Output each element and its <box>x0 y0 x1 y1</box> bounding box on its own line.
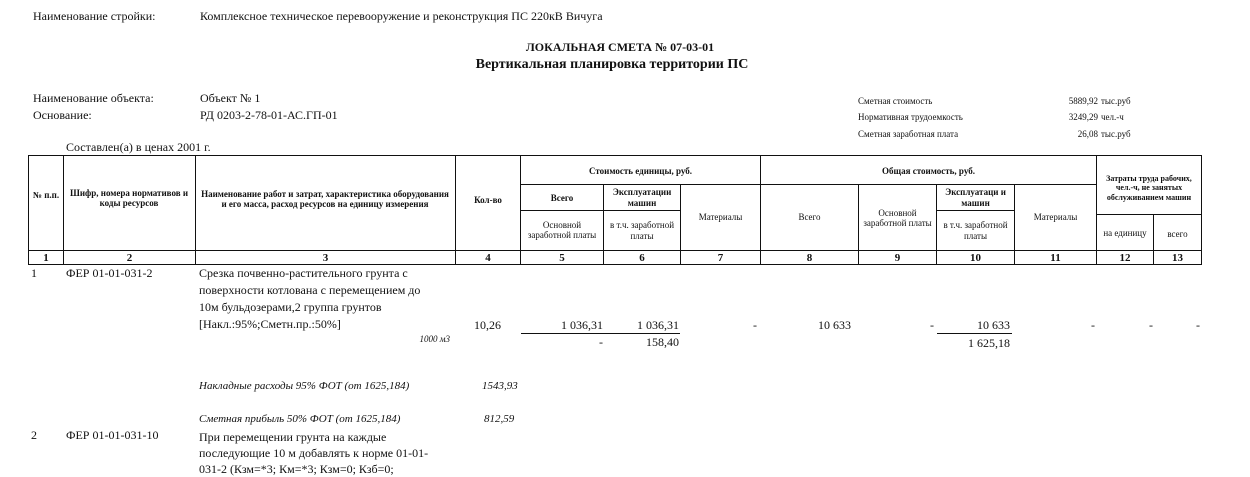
row-unit-ekspl: 1 036,31 <box>637 318 679 332</box>
row-qty: 10,26 <box>474 318 501 332</box>
col-header-unit-cost: Стоимость единицы, руб. <box>588 165 693 176</box>
document-title: ЛОКАЛЬНАЯ СМЕТА № 07-03-01 <box>525 40 715 54</box>
col-number: 5 <box>559 251 565 264</box>
row-unit-materials: - <box>753 318 757 332</box>
overhead-value: 1543,93 <box>482 380 518 392</box>
summary-label: Сметная стоимость <box>858 96 933 106</box>
col-header-na-edinicu: на единицу <box>1103 227 1147 238</box>
row-labor-unit: - <box>1091 318 1095 332</box>
col-number: 11 <box>1050 251 1061 264</box>
col-number: 8 <box>806 251 813 264</box>
row-labor-total: - <box>1149 318 1153 332</box>
object-label: Наименование объекта: <box>33 91 154 105</box>
summary-unit: тыс.руб <box>1101 96 1131 106</box>
col-header-description: Наименование работ и затрат, характеристика оборудования и его масса, расход ресурсов на единицу измерения <box>201 188 449 209</box>
row-number: 1 <box>31 266 37 280</box>
row-description-line: [Накл.:95%;Сметн.пр.:50%] <box>199 317 341 331</box>
col-header-num: № п.п. <box>32 189 60 200</box>
row-total-ekspl: 10 633 <box>977 318 1010 332</box>
col-header-total-ekspl: Эксплуатаци и машин <box>945 187 1006 208</box>
profit-value: 812,59 <box>484 413 515 425</box>
stroika-value: Комплексное техническое перевооружение и реконструкция ПС 220кВ Вичуга <box>200 9 603 23</box>
row-total-osn-zp: - <box>930 318 934 332</box>
col-header-code: Шифр, номера нормативов и коды ресурсов <box>69 187 189 208</box>
col-header-total-cost: Общая стоимость, руб. <box>882 165 975 176</box>
col-header-labor-vsego: всего <box>1167 228 1188 239</box>
col-number: 10 <box>970 251 981 264</box>
col-number: 13 <box>1172 251 1183 264</box>
row-labor-extra: - <box>1196 318 1200 332</box>
col-header-qty: Кол-во <box>474 194 502 205</box>
stroika-label: Наименование стройки: <box>33 9 156 23</box>
summary-label: Сметная заработная плата <box>858 129 959 139</box>
row-number: 2 <box>31 428 37 442</box>
row-code: ФЕР 01-01-031-2 <box>66 266 153 280</box>
col-header-labor: Затраты труда рабочих, чел.-ч, не занятых обслуживанием машин <box>1106 174 1192 202</box>
row-unit: 1000 м3 <box>419 334 450 344</box>
col-number: 3 <box>322 251 329 264</box>
col-number: 9 <box>894 251 901 264</box>
row-unit-vsego: 1 036,31 <box>561 318 603 332</box>
col-header-vsego: Всего <box>550 192 574 203</box>
col-header-total-vsego: Всего <box>798 211 821 222</box>
col-header-total-osn-zp: Основной заработной платы <box>863 207 932 228</box>
document-subtitle: Вертикальная планировка территории ПС <box>475 57 749 72</box>
col-header-total-v-tch: в т.ч. заработной платы <box>943 220 1008 241</box>
row-description-line: 10м бульдозерами,2 группа грунтов <box>199 300 382 314</box>
col-number: 2 <box>126 251 133 264</box>
col-number: 7 <box>717 251 724 264</box>
row-unit-osn-zp: - <box>599 335 603 349</box>
col-number: 1 <box>43 251 49 264</box>
row-unit-v-tch-zp: 158,40 <box>646 335 679 349</box>
col-header-total-materials: Материалы <box>1033 211 1078 222</box>
col-header-v-tch-zp: в т.ч. заработной платы <box>609 220 675 241</box>
summary-value: 26,08 <box>1077 129 1098 139</box>
row-code: ФЕР 01-01-031-10 <box>66 428 159 442</box>
summary-unit: чел.-ч <box>1101 112 1124 122</box>
row-total-v-tch-zp: 1 625,18 <box>968 336 1010 350</box>
basis-label: Основание: <box>33 108 92 122</box>
row-description-line: последующие 10 м добавлять к норме 01-01- <box>199 446 429 460</box>
col-number: 4 <box>485 251 491 264</box>
summary-value: 5889,92 <box>1068 96 1098 106</box>
row-description-line: поверхности котлована с перемещением до <box>199 283 421 297</box>
summary-label: Нормативная трудоемкость <box>858 112 963 122</box>
object-value: Объект № 1 <box>200 91 261 105</box>
col-header-ekspl: Эксплуатации машин <box>612 187 672 208</box>
profit-text: Сметная прибыль 50% ФОТ (от 1625,184) <box>199 413 401 425</box>
col-header-osnovnoy-zp: Основной заработной платы <box>527 219 597 240</box>
row-description-line: 031-2 (Кзм=*3; Км=*3; Кзм=0; Кзб=0; <box>199 462 394 476</box>
col-number: 12 <box>1119 251 1131 264</box>
row-total-vsego: 10 633 <box>818 318 851 332</box>
prices-note: Составлен(а) в ценах 2001 г. <box>66 140 211 154</box>
col-header-materials: Материалы <box>698 211 743 222</box>
row-description-line: Срезка почвенно-растительного грунта с <box>199 266 408 280</box>
overhead-text: Накладные расходы 95% ФОТ (от 1625,184) <box>199 380 410 392</box>
summary-value: 3249,29 <box>1068 112 1098 122</box>
row-description-line: При перемещении грунта на каждые <box>199 430 387 444</box>
col-number: 6 <box>639 251 645 264</box>
summary-unit: тыс.руб <box>1101 129 1131 139</box>
basis-value: РД 0203-2-78-01-АС.ГП-01 <box>200 108 338 122</box>
